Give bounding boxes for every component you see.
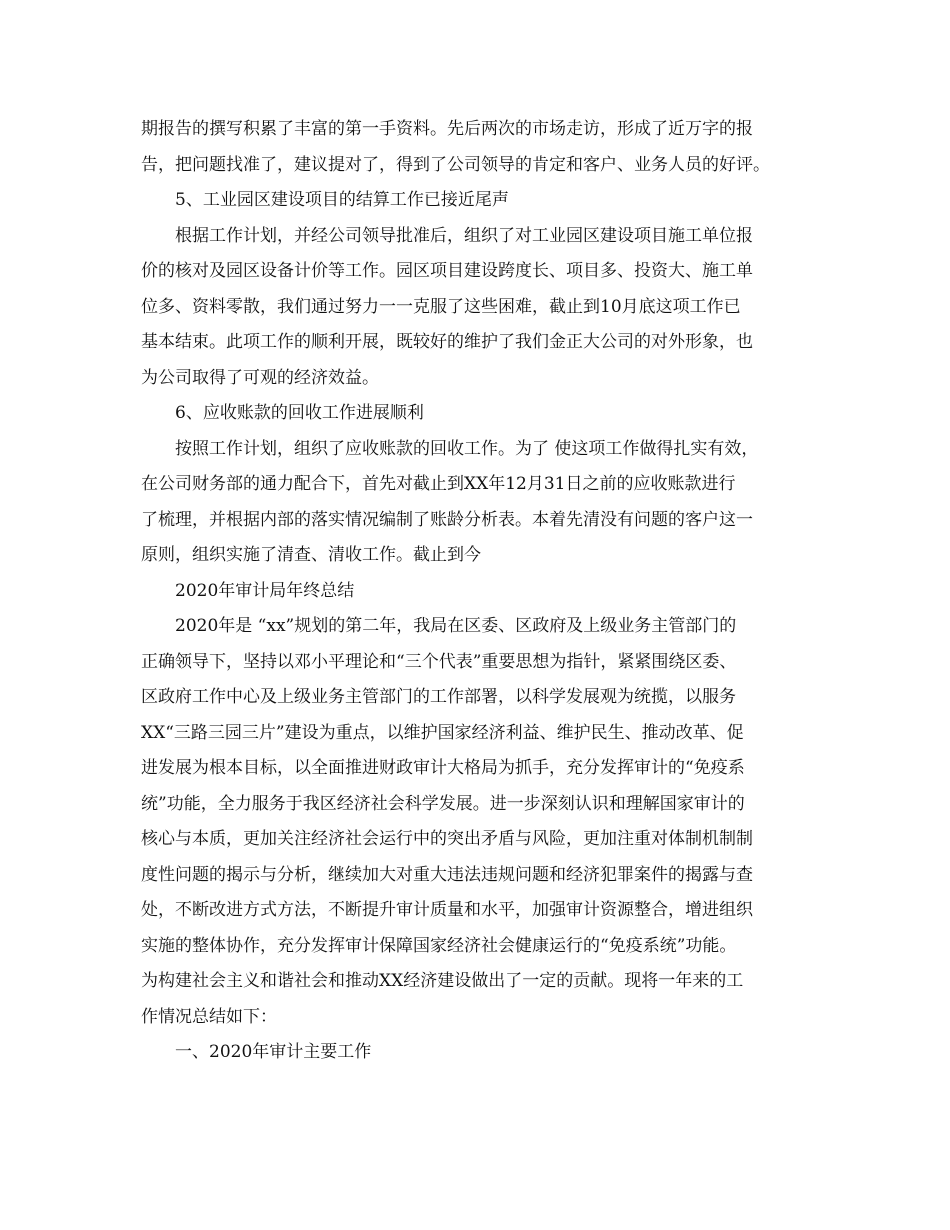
document-line: 2020年是 “xx”规划的第二年，我局在区委、区政府及上级业务主管部门的 (175, 616, 737, 636)
document-body (141, 112, 821, 1071)
document-line: 6、应收账款的回收工作进展顺利 (175, 403, 424, 423)
document-line: 位多、资料零散，我们通过努力一一克服了这些困难，截止到10月底这项工作已 (141, 296, 741, 317)
document-line: 作情况总结如下： (141, 1006, 277, 1027)
document-line: 进发展为根本目标，以全面推进财政审计大格局为抓手，充分发挥审计的“免疫系 (141, 758, 745, 778)
document-line: 基本结束。此项工作的顺利开展，既较好的维护了我们金正大公司的对外形象，也 (141, 332, 753, 352)
document-line: 原则，组织实施了清查、清收工作。截止到今 (141, 545, 481, 565)
document-line: 处，不断改进方式方法，不断提升审计质量和水平，加强审计资源整合，增进组织 (141, 900, 753, 920)
document-line: 正确领导下，坚持以邓小平理论和“三个代表”重要思想为指针，紧紧围绕区委、 (141, 651, 737, 672)
document-line: 度性问题的揭示与分析，继续加大对重大违法违规问题和经济犯罪案件的揭露与查 (141, 864, 753, 885)
document-line: 价的核对及园区设备计价等工作。园区项目建设跨度长、项目多、投资大、施工单 (141, 261, 753, 281)
document-line: 按照工作计划，组织了应收账款的回收工作。为了 使这项工作做得扎实有效， (175, 438, 759, 459)
document-line: 2020年审计局年终总结 (175, 580, 355, 601)
document-line: 期报告的撰写积累了丰富的第一手资料。先后两次的市场走访，形成了近万字的报 (141, 119, 753, 139)
document-line: 5、工业园区建设项目的结算工作已接近尾声 (175, 190, 509, 210)
document-line: 统”功能，全力服务于我区经济社会科学发展。进一步深刻认识和理解国家审计的 (141, 793, 745, 814)
document-line: XX“三路三园三片”建设为重点，以维护国家经济利益、维护民生、推动改革、促 (141, 722, 744, 743)
document-line: 一、2020年审计主要工作 (175, 1042, 372, 1062)
document-line: 在公司财务部的通力配合下，首先对截止到XX年12月31日之前的应收账款进行 (141, 474, 736, 494)
document-line: 了梳理，并根据内部的落实情况编制了账龄分析表。本着先清没有问题的客户这一 (141, 509, 753, 530)
document-line: 核心与本质，更加关注经济社会运行中的突出矛盾与风险，更加注重对体制机制制 (141, 829, 753, 849)
document-line: 为构建社会主义和谐社会和推动XX经济建设做出了一定的贡献。现将一年来的工 (141, 971, 744, 991)
document-line: 实施的整体协作，充分发挥审计保障国家经济社会健康运行的“免疫系统”功能。 (141, 935, 737, 956)
document-line: 为公司取得了可观的经济效益。 (141, 367, 379, 388)
document-line: 根据工作计划，并经公司领导批准后，组织了对工业园区建设项目施工单位报 (175, 225, 753, 246)
document-line: 告，把问题找准了，建议提对了，得到了公司领导的肯定和客户、业务人员的好评。 (141, 154, 770, 175)
document-line: 区政府工作中心及上级业务主管部门的工作部署，以科学发展观为统揽，以服务 (141, 687, 736, 707)
